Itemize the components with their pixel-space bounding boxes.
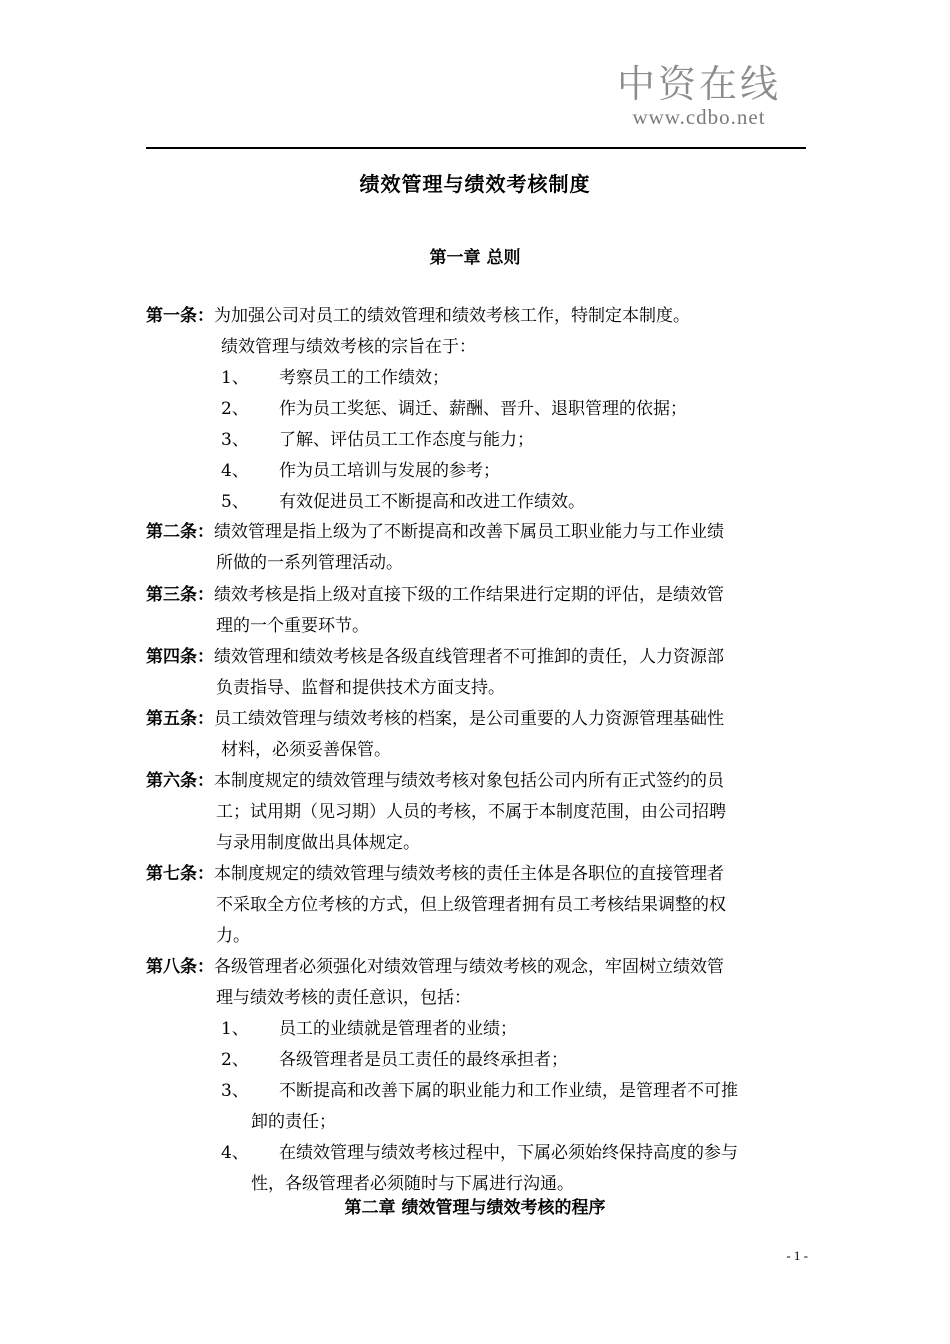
article-1	[146, 304, 690, 328]
header-divider	[146, 147, 806, 149]
list-item-number: 2、	[221, 399, 249, 419]
article-8-continuation: 理与绩效考核的责任意识，包括：	[216, 988, 471, 1008]
article-5-text: 员工绩效管理与绩效考核的档案，是公司重要的人力资源管理基础性	[214, 709, 724, 729]
article-6-continuation: 与录用制度做出具体规定。	[216, 833, 420, 853]
logo-chinese-text: 中资在线	[616, 62, 781, 106]
list-item-number: 3、	[221, 430, 249, 450]
list-item-number: 5、	[221, 492, 249, 512]
list-item-text: 考察员工的工作绩效；	[279, 368, 449, 388]
article-3-text: 绩效考核是指上级对直接下级的工作结果进行定期的评估，是绩效管	[214, 585, 724, 605]
article-3-label: 第三条：	[146, 585, 214, 605]
article-3	[146, 583, 724, 607]
list-item-text: 各级管理者是员工责任的最终承担者；	[279, 1050, 568, 1070]
article-1-label: 第一条：	[146, 306, 214, 326]
article-7-continuation: 不采取全方位考核的方式，但上级管理者拥有员工考核结果调整的权	[216, 895, 726, 915]
list-item-number: 3、	[221, 1081, 249, 1101]
article-2-text: 绩效管理是指上级为了不断提高和改善下属员工职业能力与工作业绩	[214, 522, 724, 542]
article-7-text: 本制度规定的绩效管理与绩效考核的责任主体是各职位的直接管理者	[214, 864, 724, 884]
article-5-label: 第五条：	[146, 709, 214, 729]
article-7-label: 第七条：	[146, 864, 214, 884]
list-item-number: 2、	[221, 1050, 249, 1070]
list-item-continuation: 卸的责任；	[251, 1112, 336, 1132]
article-5	[146, 707, 724, 731]
article-2-label: 第二条：	[146, 522, 214, 542]
chapter-2-heading: 第二章 绩效管理与绩效考核的程序	[344, 1198, 606, 1218]
chapter-1-heading: 第一章 总则	[429, 248, 521, 268]
article-6	[146, 769, 724, 793]
article-8-label: 第八条：	[146, 957, 214, 977]
document-title: 绩效管理与绩效考核制度	[359, 172, 591, 196]
article-7-continuation: 力。	[216, 926, 250, 946]
list-item-number: 1、	[221, 1019, 249, 1039]
article-6-text: 本制度规定的绩效管理与绩效考核对象包括公司内所有正式签约的员	[214, 771, 724, 791]
article-7	[146, 862, 724, 886]
list-item-number: 1、	[221, 368, 249, 388]
list-item-text: 作为员工奖惩、调迁、薪酬、晋升、退职管理的依据；	[279, 399, 687, 419]
article-6-continuation: 工；试用期（见习期）人员的考核，不属于本制度范围，由公司招聘	[216, 802, 726, 822]
site-logo[interactable]	[604, 62, 794, 128]
article-5-continuation: 材料，必须妥善保管。	[221, 740, 391, 760]
article-1-text: 为加强公司对员工的绩效管理和绩效考核工作，特制定本制度。	[214, 306, 690, 326]
list-item-text: 不断提高和改善下属的职业能力和工作业绩，是管理者不可推	[279, 1081, 738, 1101]
article-2-continuation: 所做的一系列管理活动。	[216, 553, 403, 573]
list-item-number: 4、	[221, 1143, 249, 1163]
article-4-label: 第四条：	[146, 647, 214, 667]
article-1-intro: 绩效管理与绩效考核的宗旨在于：	[221, 337, 476, 357]
article-2	[146, 520, 724, 544]
article-4-text: 绩效管理和绩效考核是各级直线管理者不可推卸的责任，人力资源部	[214, 647, 724, 667]
list-item-text: 员工的业绩就是管理者的业绩；	[279, 1019, 517, 1039]
article-4	[146, 645, 724, 669]
list-item-text: 作为员工培训与发展的参考；	[279, 461, 500, 481]
list-item-number: 4、	[221, 461, 249, 481]
list-item-text: 有效促进员工不断提高和改进工作绩效。	[279, 492, 585, 512]
list-item-text: 了解、评估员工工作态度与能力；	[279, 430, 534, 450]
article-4-continuation: 负责指导、监督和提供技术方面支持。	[216, 678, 505, 698]
article-8	[146, 955, 724, 979]
page-number: - 1 -	[786, 1248, 808, 1263]
logo-url-text: www.cdbo.net	[632, 105, 766, 129]
list-item-text: 在绩效管理与绩效考核过程中，下属必须始终保持高度的参与	[279, 1143, 738, 1163]
article-8-text: 各级管理者必须强化对绩效管理与绩效考核的观念，牢固树立绩效管	[214, 957, 724, 977]
article-3-continuation: 理的一个重要环节。	[216, 616, 369, 636]
article-6-label: 第六条：	[146, 771, 214, 791]
list-item-continuation: 性，各级管理者必须随时与下属进行沟通。	[251, 1174, 574, 1194]
